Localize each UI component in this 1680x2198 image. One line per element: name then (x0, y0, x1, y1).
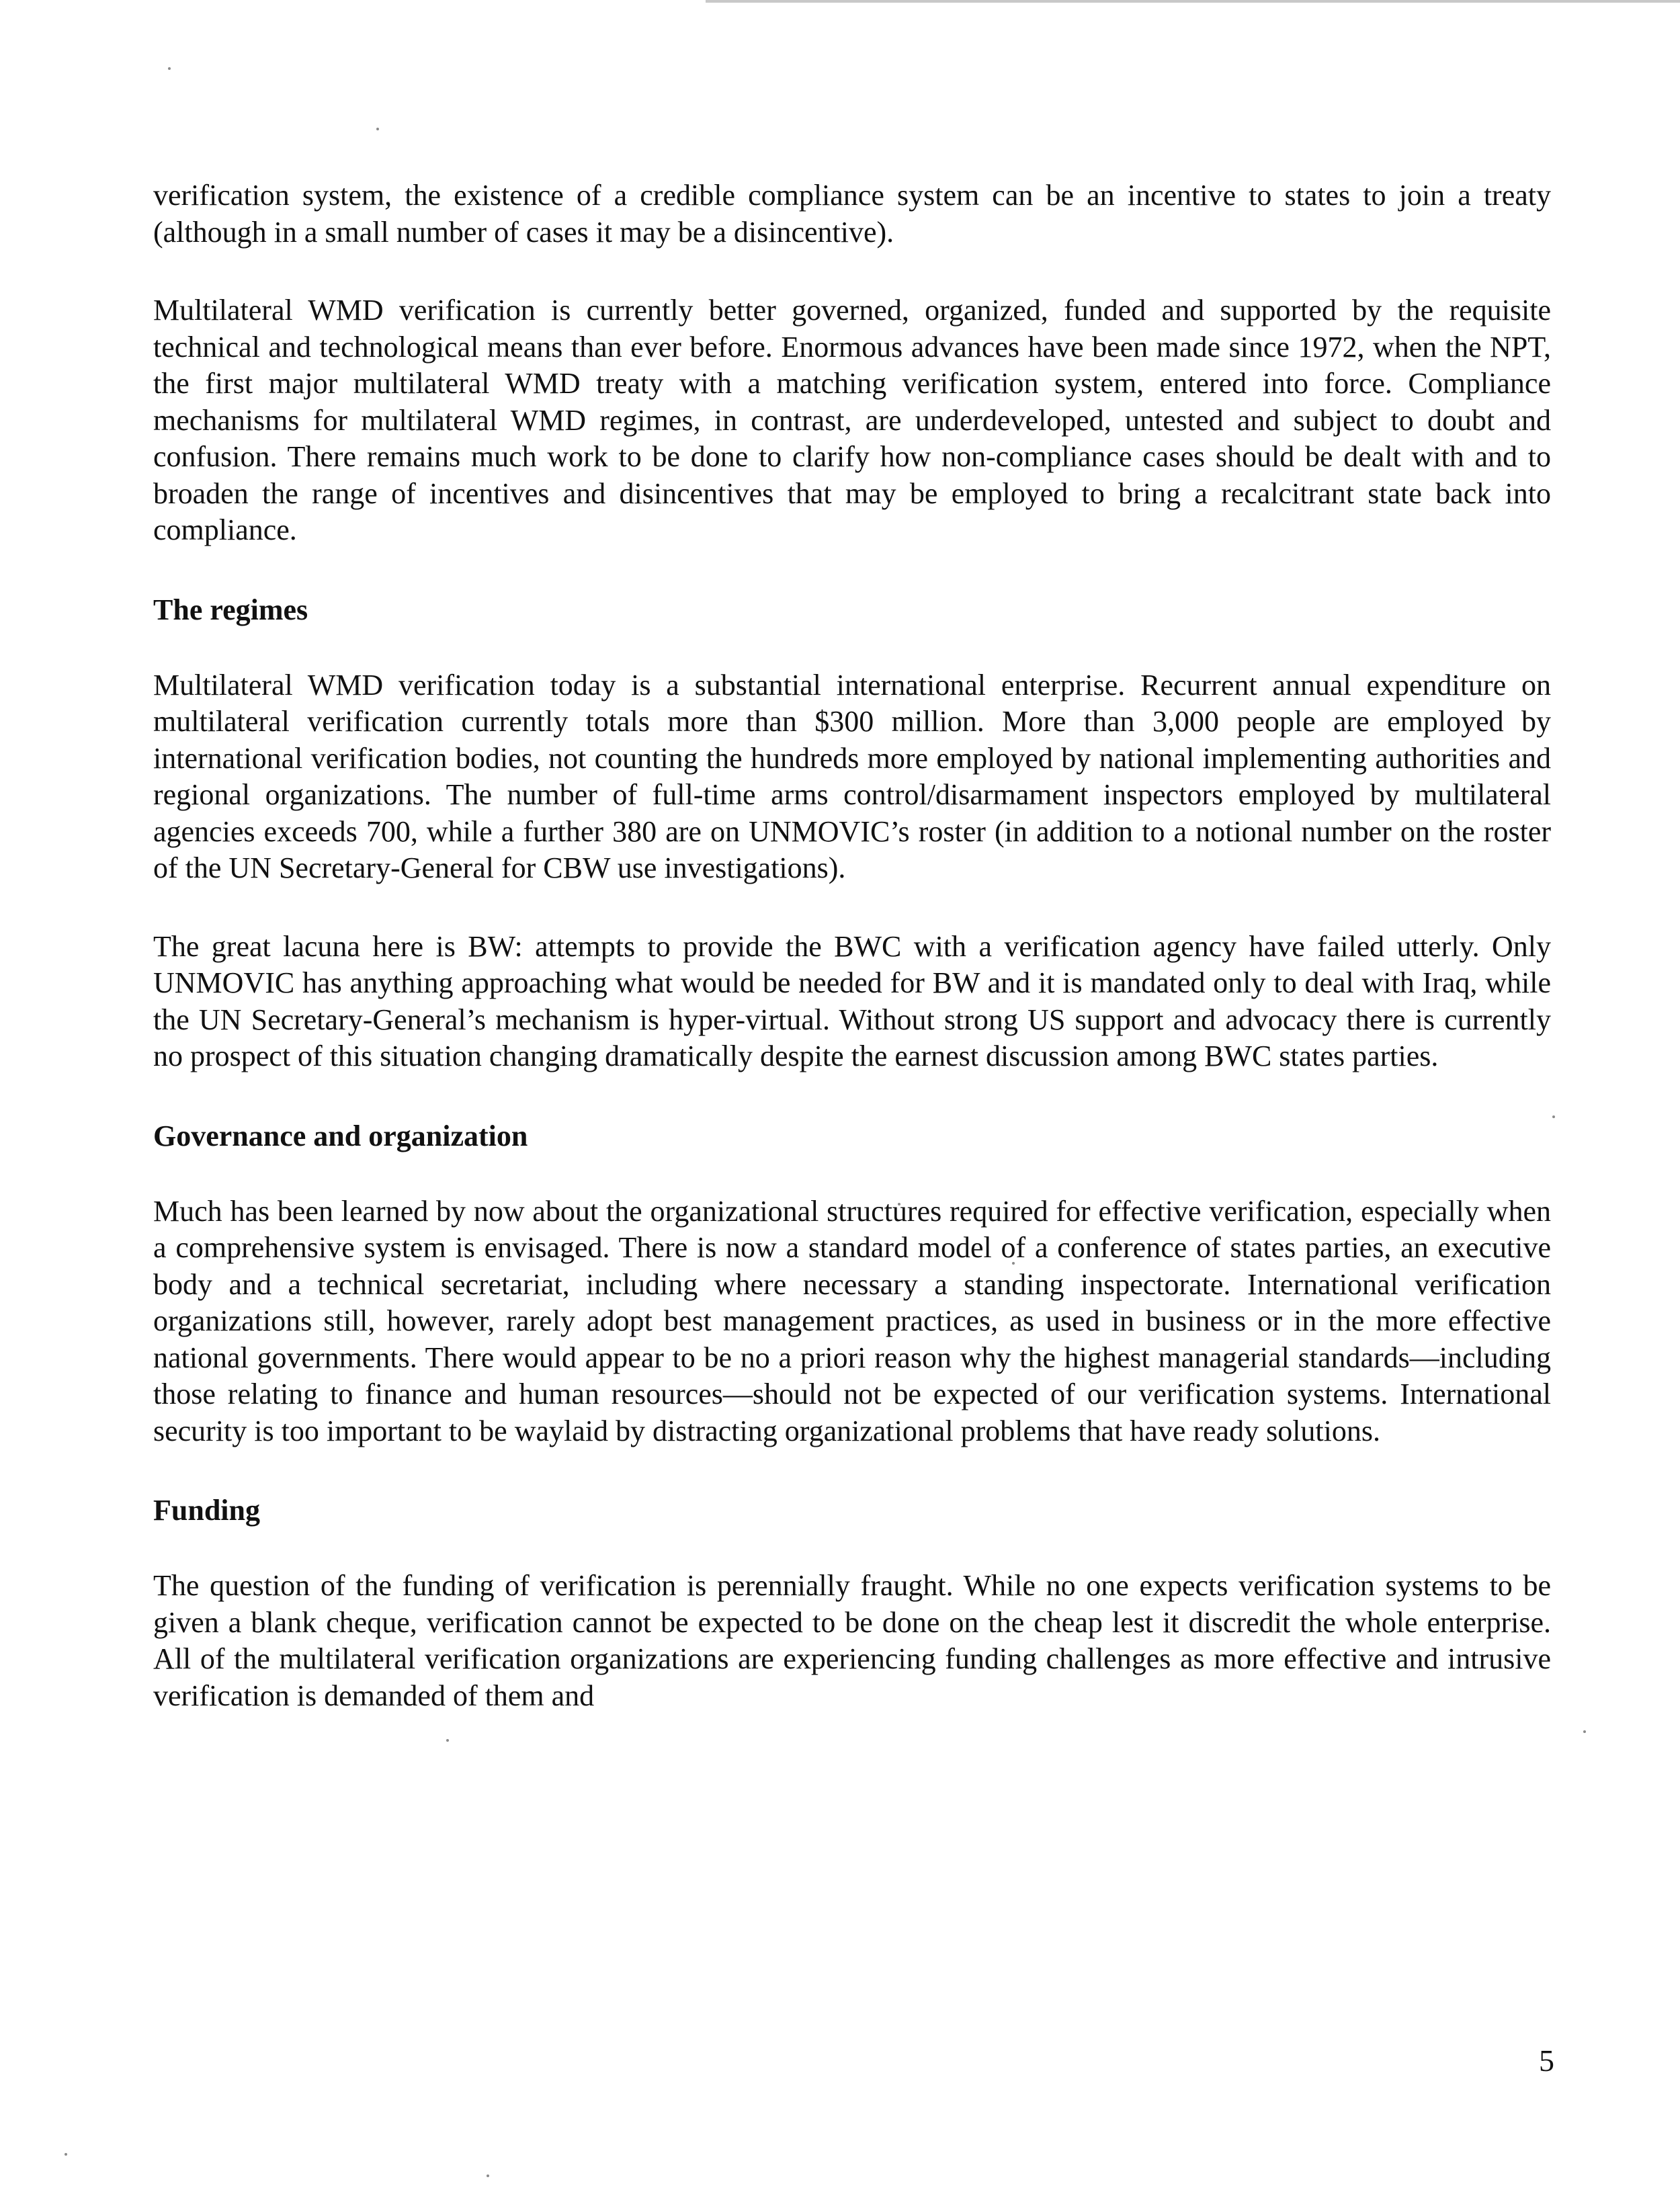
scan-speck (376, 128, 379, 130)
scan-speck (1583, 1730, 1586, 1733)
heading-the-regimes: The regimes (153, 593, 308, 626)
paragraph-governance: Much has been learned by now about the organizational structures required for effective verification, especially when a comprehensive system is envisaged. There is now a standard model of a conference of states parties, an executive body and a technical secretariat, including where necessary a standing inspectorate. International verification organizations still, however, rarely adopt best management practices, as used in business or in the more effective national governments. There would appear to be no a priori reason why the highest managerial standards—including those relating to finance and human resources—should not be expected of our verification systems. International security is too important to be waylaid by distracting organizational problems that have ready solutions. (153, 1194, 1551, 1447)
scan-speck (65, 2153, 67, 2156)
scan-speck (168, 67, 171, 70)
paragraph-bw-lacuna: The great lacuna here is BW: attempts to provide the BWC with a verification agency have failed utterly. Only UNMOVIC has anything approaching what would be needed for BW and it is mandated only to deal with Iraq, while the UN Secretary-General’s mechanism is hyper-virtual. Without strong US support and advocacy there is currently no prospect of this situation changing dramatically despite the earnest discussion among BWC states parties. (153, 929, 1551, 1072)
paragraph-regimes: Multilateral WMD verification today is a substantial international enterprise. Recurrent annual expenditure on multilateral verification currently totals more than $300 million. More than 3,000 people are employed by international verification bodies, not counting the hundreds more employed by national implementing authorities and regional organizations. The number of full-time arms control/disarmament inspectors employed by multilateral agencies exceeds 700, while a further 380 are on UNMOVIC’s roster (in addition to a notional number on the roster of the UN Secretary-General for CBW use investigations). (153, 668, 1551, 884)
scan-speck (487, 2174, 489, 2177)
heading-funding: Funding (153, 1494, 260, 1527)
page-number: 5 (1539, 2043, 1554, 2078)
paragraph-verification-incentive: verification system, the existence of a credible compliance system can be an incentive to states to join a treaty (although in a small number of cases it may be a disincentive). (153, 179, 1551, 249)
document-body (153, 168, 1551, 1714)
scan-speck (446, 1739, 449, 1742)
heading-governance-and-organization: Governance and organization (153, 1119, 528, 1152)
scan-top-edge (706, 0, 1680, 3)
paragraph-funding: The question of the funding of verification is perennially fraught. While no one expects verification systems to be given a blank cheque, verification cannot be expected to be done on the cheap lest it discredit the whole enterprise. All of the multilateral verification organizations are experiencing funding challenges as more effective and intrusive verification is demanded of them and (153, 1569, 1551, 1712)
paragraph-multilateral-wmd-verification: Multilateral WMD verification is currently better governed, organized, funded and supported by the requisite technical and technological means than ever before. Enormous advances have been made since 1972, when the NPT, the first major multilateral WMD treaty with a matching verification system, entered into force. Compliance mechanisms for multilateral WMD regimes, in contrast, are underdeveloped, untested and subject to doubt and confusion. There remains much work to be done to clarify how non-compliance cases should be dealt with and to broaden the range of incentives and disincentives that may be employed to bring a recalcitrant state back into compliance. (153, 294, 1551, 546)
scan-speck (1552, 1115, 1555, 1118)
